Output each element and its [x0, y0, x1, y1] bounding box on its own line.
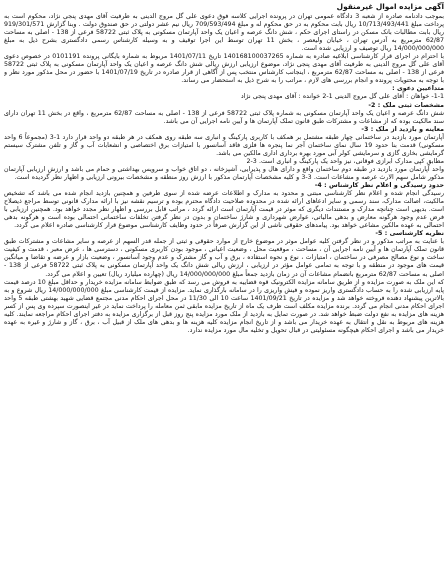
notice-body: [4, 13, 444, 335]
paragraph-spec-title: مشخصات ثبتی ملک : 2-: [368, 101, 444, 109]
paragraph-visit-body2: مطابق کپی مدارک ابرازی فوقانی، نیز واحد یک پارکینگ و انباری است. 3-2: [246, 157, 444, 165]
notice-document: [4, 2, 444, 574]
paragraph-intro: بموجب دادنامه صادره از شعبه 3 دادگاه عمومی تهران در پرونده اجرایی کلاسه فوق دعوی علی گل مروج الدینی به طرفیت آقای مهدی پنجی نژاد، محکوم است به پرداخت مبلغ 10/713/493/441 ریال بابت محکوم به در حق محکوم له و مبلغ 709/593/494 ریال نیم عشر دولتی در حق صندوق دولت . وبنا گزارش 919/301/571 ریال بابت مطالبات بانک مسکن در راستای اجرای حکم ، شش دانگ عرصه و اعیان یک واحد آپارتمان مسکونی به پلاک ثبتی 58722 فرعی از 138 - اصلی به مساحت 62/87 مترمربع به آدرس تهران ، خیابان ولیعصر ، بخش 11 تهران توسط این اجرا توقیف و به وسیله کارشناس رسمی دادگستری بشرح ذیل به مبلغ 14/000/000/000 ریال توصیف و ارزیابی شده است.: [4, 13, 444, 53]
paragraph-para2: با احترام در اجرای قرار کارشناسی ابلاغیه صادره به شماره 140168100037265 تاریخ 1401/07/11 مربوط به شماره بایگانی پرونده 0101191 در خصوص دعوی آقای علی گل مروج الدینی به طرفیت آقای مهدی پنجی نژاد، موضوع ارزیابی ارزش ریالی شش دانگ عرصه و اعیان یک واحد آپارتمان مسکونی به پلاک ثبتی 58722 فرعی از 138 - اصلی به مساحت 62/87 مترمربع ، اینجانب کارشناس منتخب پس از آگاهی از قرار صادره در تاریخ 1401/07/19 با حضور در محل مذکور مورد نظر و با توجه به محتویات پرونده و انجام بررسی های لازم ، مراتب را به شرح ذیل به استحضار می رساند.: [4, 53, 444, 85]
paragraph-visit-body: آپارتمان مورد بازدید در ساختمانی چهار طبقه مشتمل بر همکف با کاربری پارکینگ و انباری سه طبقه روی همکف در هر طبقه دو واحد قرار دارد 1-3 (مجموعاً 6 واحد مسکونی) قدمت بنا حدود 19 سال نمای ساختمان آجر نما پنجره ها فلزی فاقد آسانسور با امتیازات برق اختصاصی و انشعابات آب و گاز و تلفن مشترک سیستم گرمایشی بخاری گازی و سرمایشی کولر آبی مورد بهره برداری اداری مالکین می باشد.: [4, 133, 444, 157]
paragraph-conclusion-body: با عنایت به مراتب مذکور و در نظر گرفتن کلیه عوامل موثر در موضوع خارج از موارد حقوقی و ثبتی از جمله قدر السهم از عرصه و سایر مشاعات و مشترکات طبق قانون تملک آپارتمان ها و آیین نامه اجرایی آن ، مساحت ، موقعیت محل ، وضعیت اعیانی ، موجود بودن کاربری مسکونی ، دسترسی ها ، عرض معبر ، قدمت و کیفیت ساخت و نوع مصالح مصرفی در ساختمان ، امتیازات ، نوع و نحوه استفاده ، برق و آب و گاز مشترک و عدم وجود آسانسور ، وضعیت بازار و عرضه و تقاضا و میانگین قیمت های موجود در منطقه و با توجه به تمامی عوامل مؤثر در ارزیابی ، ارزش ریالی شش دانگ یک واحد آپارتمان مسکونی به پلاک ثبتی 58722 فرعی از 138 - اصلی به مساحت 62/87 مترمربع بانضمام مشاعات آن در زمان بازدید جمعاً مبلغ 14/000/000/000 ریال (چهارده میلیارد ریال) تعیین و اعلام می گردد.: [4, 238, 444, 278]
notice-title: آگهی مزایده اموال غیرمنقول: [336, 2, 444, 11]
paragraph-opinion-body: رسیدگی انجام شده و اعلام نظر کارشناسی مبتنی و محدود به مدارک و اطلاعات عرضه شده از سوی طرفین و همچنین بازدید انجام شده می باشد که تشخیص مالکیت، اصالت مدارک، سند رسمی و سایر ادعاهای ارائه شده در محدوده صلاحیت دادگاه محترم بوده و ترسیم نقشه نیز با ارائه مدارک قانونی توسط مراجع ذیصلاح است. بدیهی است چنانچه مدارک و مستندات دیگری که موثر در قیمت آپارتمان است ارائه گردد ، مراتب قابل بررسی و اظهار نظر مجدد خواهد بود. همچنین ارزیابی با فرض عدم وجود هرگونه معارض و بدهی مالیاتی، عوارض شهرداری و شارژ ساختمان و بدون در نظر گرفتن تخلفات ساختمانی احتمالی بوده است و هرگونه بدهی احتمالی به عهده مالکین مشاعی خواهد بود. پیامدهای حقوقی ناشی از این گزارش صرفاً در حدود وظایف کارشناسی موضوع قرار کارشناسی صادره اعلام می گردد.: [4, 190, 444, 230]
paragraph-unit-body: واحد آپارتمان مورد بازدید در طبقه دوم ساختمان واقع و دارای هال و پذیرایی، آشپزخانه ، دو اتاق خواب و سرویس بهداشتی و حمام می باشد و ارزش ارزیابی آپارتمان مذکور شامل سهم الارث عرصه و مشاعات است. 3-3 و کلیه مشخصات آپارتمان مذکور با ارزش روز منطقه و مشخصات بیرونی ارزیابی و اظهار نظر گردیده است.: [4, 165, 444, 181]
paragraph-parties-body: 1-1- خواهان : آقای علی گل مروج الدینی 1-2 خوانده : آقای مهدی پنجی نژاد: [240, 93, 444, 101]
paragraph-conclusion-title: نظریه کارشناسی : 5-: [375, 230, 444, 238]
paragraph-opinion-title: حدود رسیدگی و اعلام نظر کارشناس : 4-: [314, 181, 444, 189]
paragraph-parties-title: متداعیین دعوی :: [392, 85, 444, 93]
paragraph-auction-body: که این ملک به صورت مزایده و از طریق سامانه مزایده الکترونیک قوه قضاییه به فروش می رسد که طبق ضوابط سامانه مزایده خریدار و حداقل مبلغ 10 درصد قیمت پایه ارزیابی شده را به حساب دادگستری واریز نموده و فیش واریزی را در سامانه بارگذاری نماید. مزایده از قیمت کارشناسی مبلغ 14/000/000/000 ریال شروع و به بالاترین پیشنهاد دهنده فروخته خواهد شد و مزایده در تاریخ 1401/09/21 ساعت 10 الی 11/30 در محل اجرای احکام مدنی مجتمع قضایی شهید بهشتی طبقه 5 واحد اجرای احکام مدنی انجام می گردد. برنده مزایده مکلف است ظرف یک ماه از تاریخ مزایده مابقی ثمن معامله را پرداخت نماید در غیر اینصورت سپرده وی پس از کسر هزینه های مزایده به نفع دولت ضبط خواهد شد. در صورت تمایل به بازدید از ملک مورد مزایده پنج روز قبل از برگزاری مزایده به دفتر اجرای احکام مراجعه نمایند. کلیه هزینه های مربوط به نقل و انتقال به عهده خریدار می باشد و از تاریخ انجام مزایده کلیه هزینه ها و بدهی های ملک از قبیل آب ، برق ، گاز و شارژ و غیره به عهده خریدار می باشد و اجرای احکام هیچگونه مسئولیتی در قبال تحویل و تخلیه مال مورد مزایده ندارد.: [4, 278, 444, 334]
paragraph-spec-body: شش دانگ عرصه و اعیان یک واحد آپارتمان مسکونی به شماره پلاک ثبتی 58722 فرعی از 138 - اصلی به مساحت 62/87 مترمربع ، واقع در بخش 11 تهران دارای سند مالکیت بوده که از مشاعات و مشترکات طبق قانون تملک آپارتمان ها و آیین نامه اجرایی آن می باشد.: [4, 109, 444, 125]
paragraph-visit-title: معاینه و بازدید از ملک : 3-: [361, 125, 444, 133]
